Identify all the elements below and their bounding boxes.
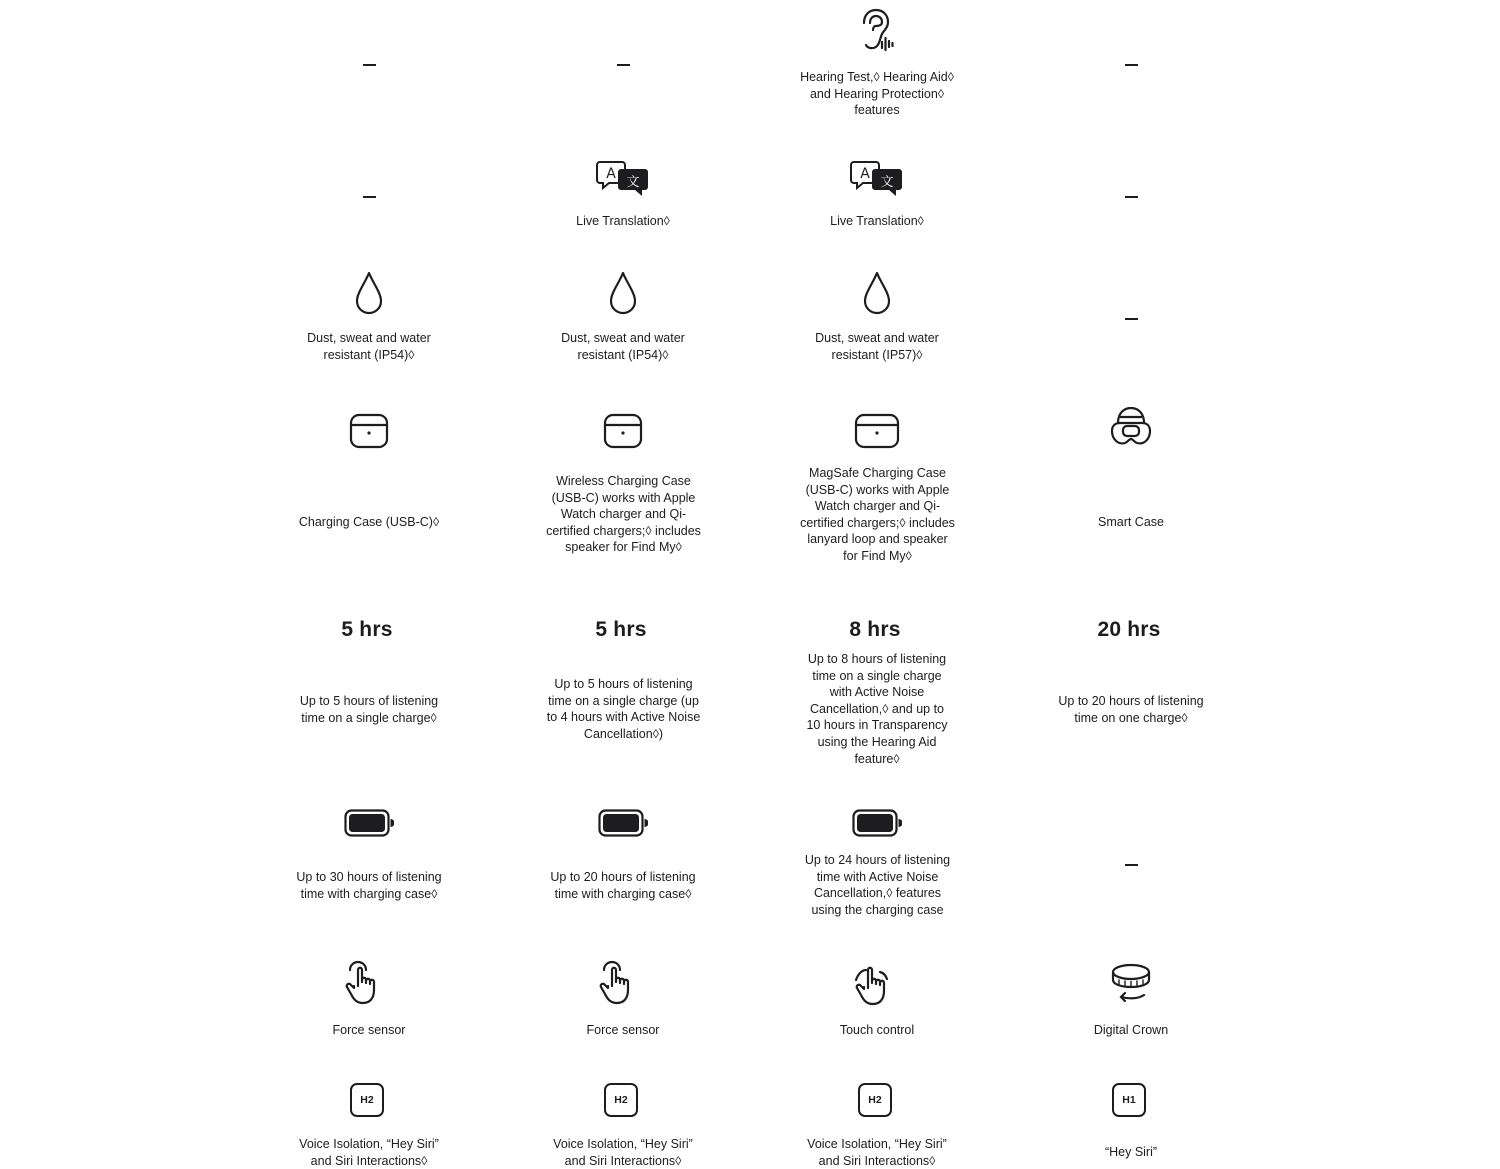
battery-icon bbox=[344, 809, 394, 837]
battery-text: Up to 30 hours of listening time with charging case◊ bbox=[296, 870, 442, 901]
not-available-dash bbox=[1125, 318, 1138, 320]
listening-hours-value: 5 hrs bbox=[341, 618, 393, 641]
water-drop-icon bbox=[863, 271, 891, 315]
translate-icon bbox=[596, 160, 650, 198]
chip-badge: H2 bbox=[604, 1083, 638, 1117]
charging-case-icon bbox=[854, 413, 900, 449]
control-text: Touch control bbox=[839, 1023, 915, 1037]
charging-case-icon bbox=[603, 413, 643, 449]
water-resistance-text: Dust, sweat and water resistant (IP54)◊ bbox=[561, 331, 685, 362]
case-text: Wireless Charging Case (USB-C) works with Apple Watch charger and Qi-certified chargers;◊ includes speaker for Find My◊ bbox=[546, 474, 701, 555]
hearing-features-text: Hearing Test,◊ Hearing Aid◊ and Hearing Protection◊ features bbox=[800, 70, 954, 118]
battery-icon bbox=[852, 809, 902, 837]
listening-hours-value: 20 hrs bbox=[1097, 618, 1161, 641]
touch-control-icon bbox=[852, 962, 898, 1006]
svg-text:A: A bbox=[606, 166, 616, 182]
svg-text:A: A bbox=[860, 166, 870, 182]
chip-badge: H1 bbox=[1112, 1083, 1146, 1117]
battery-text: Up to 20 hours of listening time with charging case◊ bbox=[550, 870, 696, 901]
case-text: Charging Case (USB-C)◊ bbox=[298, 515, 440, 529]
listening-hours-text: Up to 5 hours of listening time on a single charge◊ bbox=[299, 694, 439, 725]
listening-hours-text: Up to 8 hours of listening time on a single charge with Active Noise Cancellation,◊ and up to 10 hours in Transparency using the Hearing Aid feature◊ bbox=[806, 652, 948, 766]
water-resistance-text: Dust, sweat and water resistant (IP57)◊ bbox=[815, 331, 939, 362]
chip-badge: H2 bbox=[858, 1083, 892, 1117]
case-text: MagSafe Charging Case (USB-C) works with Apple Watch charger and Qi-certified chargers;◊ includes lanyard loop and speaker for Find My◊ bbox=[800, 466, 955, 563]
smart-case-icon bbox=[1108, 405, 1154, 449]
charging-case-icon bbox=[349, 413, 389, 449]
not-available-dash bbox=[617, 64, 630, 66]
listening-hours-text: Up to 5 hours of listening time on a single charge (up to 4 hours with Active Noise Cancellation◊) bbox=[546, 677, 701, 741]
battery-text: Up to 24 hours of listening time with Active Noise Cancellation,◊ features using the charging case bbox=[804, 853, 951, 917]
live-translation-text: Live Translation◊ bbox=[576, 214, 670, 228]
listening-hours-text: Up to 20 hours of listening time on one charge◊ bbox=[1058, 694, 1204, 725]
live-translation-text: Live Translation◊ bbox=[830, 214, 924, 228]
digital-crown-icon bbox=[1110, 962, 1152, 1006]
translate-icon bbox=[850, 160, 904, 198]
svg-text:文: 文 bbox=[880, 175, 894, 190]
case-text: Smart Case bbox=[1098, 515, 1164, 529]
siri-text: “Hey Siri” bbox=[1104, 1145, 1158, 1159]
ear-icon bbox=[858, 8, 896, 52]
siri-text: Voice Isolation, “Hey Siri” and Siri Interactions◊ bbox=[299, 1137, 439, 1168]
not-available-dash bbox=[363, 196, 376, 198]
not-available-dash bbox=[1125, 64, 1138, 66]
siri-text: Voice Isolation, “Hey Siri” and Siri Interactions◊ bbox=[553, 1137, 693, 1168]
siri-text: Voice Isolation, “Hey Siri” and Siri Interactions◊ bbox=[807, 1137, 947, 1168]
not-available-dash bbox=[363, 64, 376, 66]
water-resistance-text: Dust, sweat and water resistant (IP54)◊ bbox=[307, 331, 431, 362]
control-text: Force sensor bbox=[332, 1023, 406, 1037]
not-available-dash bbox=[1125, 196, 1138, 198]
chip-badge: H2 bbox=[350, 1083, 384, 1117]
water-drop-icon bbox=[355, 271, 383, 315]
listening-hours-value: 5 hrs bbox=[595, 618, 647, 641]
force-sensor-icon bbox=[598, 960, 642, 1006]
svg-text:文: 文 bbox=[626, 175, 640, 190]
water-drop-icon bbox=[609, 271, 637, 315]
listening-hours-value: 8 hrs bbox=[849, 618, 901, 641]
force-sensor-icon bbox=[344, 960, 388, 1006]
battery-icon bbox=[598, 809, 648, 837]
not-available-dash bbox=[1125, 864, 1138, 866]
control-text: Force sensor bbox=[586, 1023, 660, 1037]
control-text: Digital Crown bbox=[1093, 1023, 1169, 1037]
